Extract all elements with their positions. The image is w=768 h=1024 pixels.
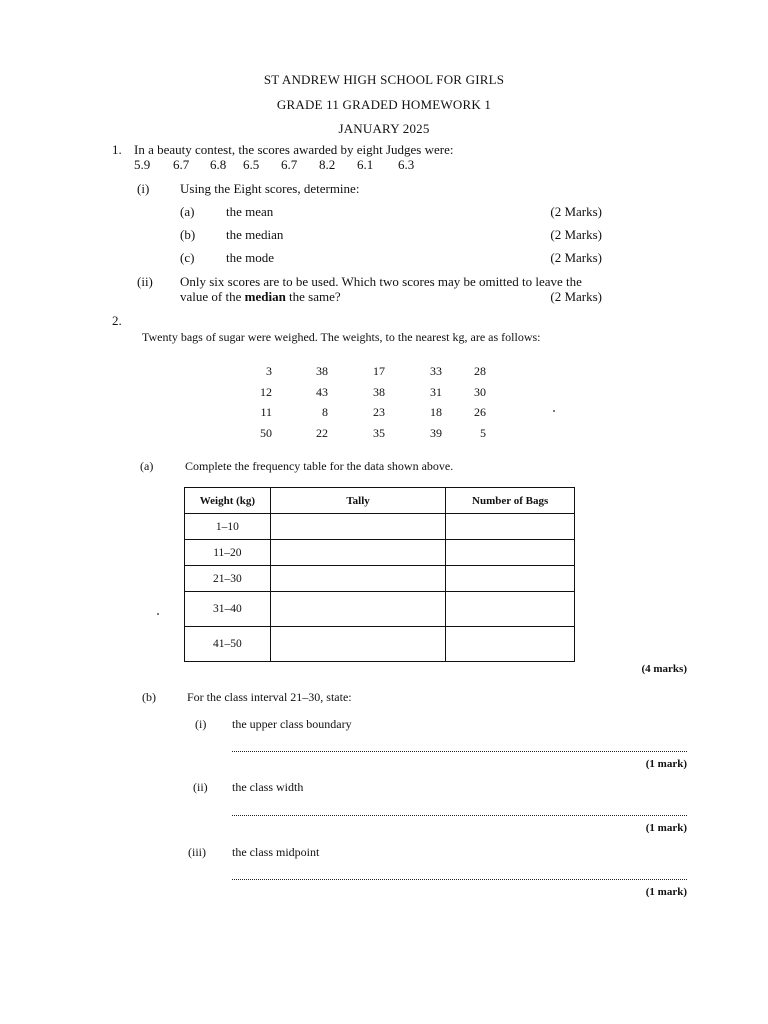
score: 6.8 <box>210 157 227 172</box>
table-row <box>185 566 575 592</box>
q1-item-label: (b) <box>180 227 196 242</box>
tally-cell[interactable] <box>270 592 445 627</box>
q2b-item-marks: (1 mark) <box>645 886 687 898</box>
weight-value: 11 <box>260 405 272 419</box>
q2a-label: (a) <box>140 459 154 473</box>
homework-date: JANUARY 2025 <box>338 121 430 136</box>
weight-interval: 11–20 <box>185 540 271 566</box>
column-header-number-of-bags: Number of Bags <box>446 488 575 514</box>
q1-item-text: the mode <box>226 250 275 265</box>
median-emphasis: median <box>244 289 286 304</box>
score: 6.1 <box>357 157 374 172</box>
tally-cell[interactable] <box>270 566 445 592</box>
weight-value: 5 <box>480 426 486 440</box>
q2b-item-label: (i) <box>195 717 207 731</box>
weight-value: 30 <box>474 385 486 399</box>
answer-line-class-width[interactable] <box>232 815 687 816</box>
answer-line-upper-class-boundary[interactable] <box>232 751 687 752</box>
weight-interval: 31–40 <box>185 592 271 627</box>
frequency-table <box>184 487 575 662</box>
q2b-item-label: (iii) <box>188 845 206 859</box>
q2a-marks: (4 marks) <box>641 663 687 675</box>
q1-part-ii-line2 <box>180 289 341 305</box>
score: 5.9 <box>134 157 151 172</box>
weight-value: 43 <box>316 385 328 399</box>
q1-part-ii-text: value of the <box>180 289 245 304</box>
weight-value: 18 <box>430 405 442 419</box>
number-of-bags-cell[interactable] <box>446 627 575 662</box>
weight-interval: 41–50 <box>185 627 271 662</box>
weight-value: 8 <box>322 405 328 419</box>
tally-cell[interactable] <box>270 514 445 540</box>
weight-value: 22 <box>316 426 328 440</box>
weight-value: 23 <box>373 405 385 419</box>
q2b-label: (b) <box>142 690 156 704</box>
table-header-row <box>185 488 575 514</box>
q1-stem: In a beauty contest, the scores awarded by eight Judges were: <box>134 142 454 157</box>
weight-interval: 1–10 <box>185 514 271 540</box>
weight-value: 33 <box>430 364 442 378</box>
weight-value: 38 <box>373 385 385 399</box>
score: 6.5 <box>243 157 260 172</box>
number-of-bags-cell[interactable] <box>446 592 575 627</box>
weight-value: 26 <box>474 405 486 419</box>
q1-part-i-label: (i) <box>137 181 150 196</box>
score: 8.2 <box>319 157 336 172</box>
number-of-bags-cell[interactable] <box>446 566 575 592</box>
q2-number: 2. <box>112 313 122 328</box>
table-row <box>185 627 575 662</box>
weight-value: 35 <box>373 426 385 440</box>
table-row <box>185 514 575 540</box>
score: 6.7 <box>173 157 190 172</box>
q1-part-ii-marks: (2 Marks) <box>550 289 602 304</box>
table-row <box>185 592 575 627</box>
weight-value: 38 <box>316 364 328 378</box>
weight-value: 28 <box>474 364 486 378</box>
column-header-tally: Tally <box>270 488 445 514</box>
q1-item-text: the mean <box>226 204 274 219</box>
score: 6.3 <box>398 157 415 172</box>
q2b-item-text: the class midpoint <box>232 845 320 859</box>
homework-title: GRADE 11 GRADED HOMEWORK 1 <box>276 97 492 112</box>
q1-item-label: (c) <box>180 250 195 265</box>
q2b-item-marks: (1 mark) <box>645 758 687 770</box>
q1-item-marks: (2 Marks) <box>550 227 602 242</box>
q2b-item-label: (ii) <box>193 780 208 794</box>
q1-item-marks: (2 Marks) <box>550 204 602 219</box>
weight-value: 31 <box>430 385 442 399</box>
weight-interval: 21–30 <box>185 566 271 592</box>
table-row <box>185 540 575 566</box>
school-name: ST ANDREW HIGH SCHOOL FOR GIRLS <box>263 72 505 87</box>
q2b-item-text: the class width <box>232 780 304 794</box>
tally-cell[interactable] <box>270 627 445 662</box>
q2b-item-marks: (1 mark) <box>645 822 687 834</box>
q2b-item-text: the upper class boundary <box>232 717 352 731</box>
number-of-bags-cell[interactable] <box>446 514 575 540</box>
weight-value: 12 <box>260 385 272 399</box>
tally-cell[interactable] <box>270 540 445 566</box>
scan-speck <box>157 613 159 615</box>
weight-value: 3 <box>266 364 272 378</box>
q1-number: 1. <box>112 142 122 157</box>
weight-value: 17 <box>373 364 385 378</box>
q1-part-ii-line1: Only six scores are to be used. Which two scores may be omitted to leave the <box>180 274 582 289</box>
number-of-bags-cell[interactable] <box>446 540 575 566</box>
q2a-text: Complete the frequency table for the data shown above. <box>185 459 454 473</box>
q1-part-ii-label: (ii) <box>137 274 153 289</box>
scan-speck <box>553 410 555 412</box>
q1-item-marks: (2 Marks) <box>550 250 602 265</box>
q1-part-i-text: Using the Eight scores, determine: <box>180 181 360 196</box>
column-header-weight: Weight (kg) <box>185 488 271 514</box>
weight-value: 39 <box>430 426 442 440</box>
q1-item-label: (a) <box>180 204 195 219</box>
answer-line-class-midpoint[interactable] <box>232 879 687 880</box>
score: 6.7 <box>281 157 298 172</box>
q1-item-text: the median <box>226 227 284 242</box>
q2-intro: Twenty bags of sugar were weighed. The weights, to the nearest kg, are as follows: <box>142 330 541 344</box>
q1-part-ii-text: the same? <box>285 289 341 304</box>
q2b-text: For the class interval 21–30, state: <box>187 690 352 704</box>
weight-value: 50 <box>260 426 272 440</box>
